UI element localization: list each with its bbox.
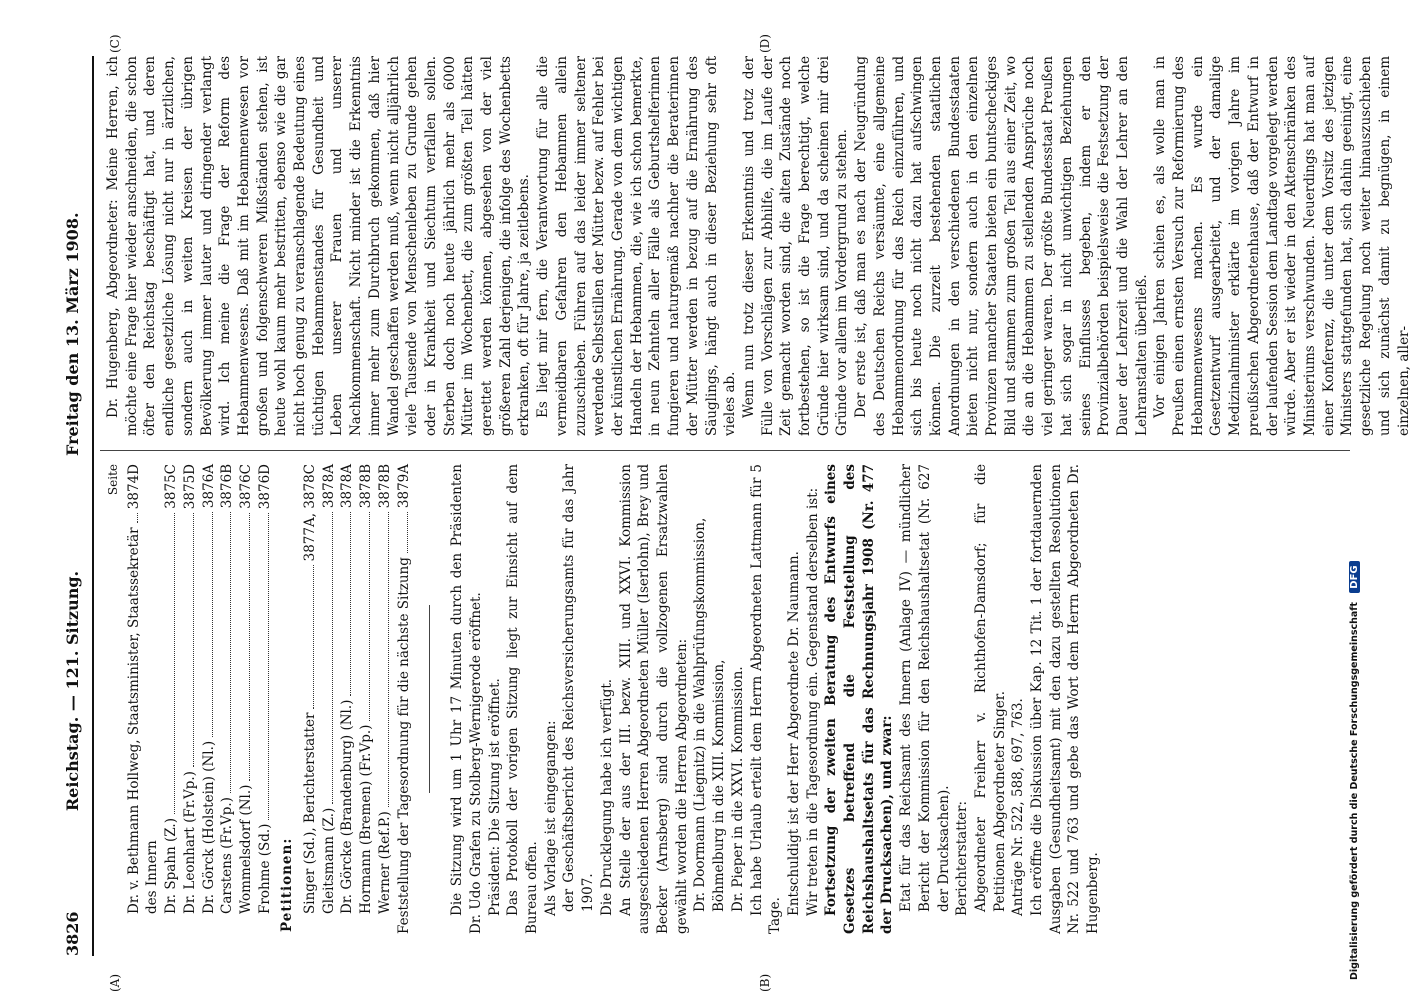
paragraph: Wenn nun trotz dieser Erkenntnis und trotz der Fülle von Vorschlägen zur Abhilfe, die im Laufe der Zeit gemacht worden sind, die alten Zustände noch fortbestehen, so ist die Frage berechtigt, welche Gründe hier wirksam sind, und da scheinen mir drei Gründe vor allem im Vordergrund zu stehen. bbox=[740, 56, 851, 436]
paragraph: Wir treten in die Tagesordnung ein. Gegenstand derselben ist: bbox=[804, 487, 821, 916]
column-divider bbox=[100, 450, 1350, 451]
marker-c: (C) bbox=[108, 34, 122, 53]
paragraph: Es liegt mir fern, die Verantwortung für alle die vermeidbaren Gefahren den Hebammen allein zuzuschieben. Führen auf das leider immer seltener werdende Selbststillen der Mütter bezw. auf Fehler bei der künstlichen Ernährung. Gerade von dem wichtigen Handeln der Hebammen, die, wie ich schon bemerkte, in neun Zehnteln aller Fälle als Geburtshelferinnen fungieren und naturgemäß nachher die Beraterinnen der Mütter werden in bezug auf die Ernährung des Säuglings, hängt auch in dieser Beziehung sehr oft vieles ab. bbox=[535, 56, 739, 436]
rotated-sheet bbox=[56, 34, 1412, 992]
page-number: 3826 bbox=[63, 911, 82, 956]
header-left-title: Reichstag. — 121. Sitzung. bbox=[63, 570, 82, 812]
header-right-title: Freitag den 13. März 1908. bbox=[63, 212, 82, 456]
paragraph: Dr. Hugenberg, Abgeordneter: Meine Herren, ich möchte eine Frage hier wieder anschneiden, die schon öfter den Reichstag beschäftigt hat, und deren endliche gesetzliche Lösung nicht nur in ärztlichen, sondern auch in weiten Kreisen der übrigen Bevölkerung immer lauter und dringender verlangt wird. Ich meine die Frage der Reform des Hebammenwesens. Daß mit im Hebammenwesen vor großen und folgenschweren Mißständen stehen, ist heute wohl kaum mehr bestritten, ebenso wie die gar nicht hoch genug zu veranschlagende Bedeutung eines tüchtigen Hebammenstandes für Gesundheit und Leben unserer Frauen und unserer Nachkommenschaft. Nicht minder ist die Erkenntnis immer mehr zum Durchbruch gekommen, daß hier Wandel geschaffen werden muß, wenn nicht alljährlich viele Tausende von Menschenleben zu Grunde gehen oder in Krankheit und Siechtum verfallen sollen. Sterben doch noch heute jährlich mehr als 6000 Mütter im Wochenbett, die zum größten Teil hätten gerettet werden können, abgesehen von der viel größeren Zahl derjenigen, die infolge des Wochenbetts erkranken, oft für Jahre, ja zeitlebens. bbox=[105, 56, 533, 436]
toc-row-final: Feststellung der Tagesordnung für die nächste Sitzung 3879A bbox=[395, 464, 412, 934]
paragraph: Ich eröffne die Diskussion über Kap. 12 Tit. 1 der fortdauernden Ausgaben (Gesundheitsamt) mit den dazu gestellten Resolutionen Nr. 522 und 763 und gebe das Wort dem Herrn Abgeordneten Dr. Hugenberg. bbox=[1029, 464, 1102, 934]
paragraph: Der erste ist, daß man es nach der Neugründung des Deutschen Reichs versäumte, eine allgemeine Hebammenordnung für das Reich einzuführen, und sich bis heute noch nicht dazu hat aufschwingen können. Die zurzeit bestehenden staatlichen Anordnungen in den verschiedenen Bundesstaaten bieten nicht nur, sondern auch in den einzelnen Provinzen mancher Staaten bieten ein buntscheckiges Bild und stammen zum großen Teil aus einer Zeit, wo die an die Hebammen zu stellenden Ansprüche noch viel geringer waren. Der größte Bundesstaat Preußen hat sich sogar in nicht unwichtigen Beziehungen seines Einflusses begeben, indem er den Provinzialbehörden beispielsweise die Festsetzung der Dauer der Lehrzeit und die Wahl der Lehrer an den Lehranstalten überließ. bbox=[853, 56, 1150, 436]
paragraph: Etat für das Reichsamt des Innern (Anlage IV) — mündlicher Bericht der Kommission für den Reichshaushaltsetat (Nr. 627 der Drucksachen). bbox=[898, 464, 952, 912]
page-header bbox=[56, 56, 94, 956]
paragraph: Anträge Nr. 522, 588, 697, 763. bbox=[1010, 698, 1027, 916]
toc-petitions bbox=[301, 464, 395, 934]
toc-row: Hormann (Bremen) (Fr.Vp.) 3878B bbox=[358, 464, 375, 914]
paragraph: Ich habe Urlaub erteilt dem Herrn Abgeordneten Lattmann für 5 Tage. bbox=[748, 464, 784, 934]
paragraph: Das Protokoll der vorigen Sitzung liegt zur Einsicht auf dem Bureau offen. bbox=[505, 464, 541, 934]
paragraph: Fortsetzung der zweiten Beratung des Entwurfs eines Gesetzes betreffend die Feststellung des Reichshaushaltsetats für das Rechnungsjahr 1908 (Nr. 477 der Drucksachen), und zwar: bbox=[823, 464, 896, 934]
marker-b: (B) bbox=[758, 973, 772, 992]
paragraph: Als Vorlage ist eingegangen: bbox=[542, 720, 559, 916]
seite-label: Seite bbox=[106, 464, 120, 496]
paragraph: Vor einigen Jahren schien es, als wolle man in Preußen einen ernsten Versuch zur Reformierung des Hebammenwesens machen. Es wurde ein Gesetzentwurf ausgearbeitet, und der damalige Medizinalminister erklärte im vorigen Jahre im preußischen Abgeordnetenhause, daß der Entwurf in der laufenden Session dem Landtage vorgelegt werden würde. Aber er ist wieder in den Aktenschränken des Ministeriums verschwunden. Neuerdings hat man auf einer Konferenz, die unter dem Vorsitz des jetzigen Ministers stattgefunden hat, sich dahin geeinigt, eine gesetzliche Regelung noch weiter hinauszuschieben und sich zunächst damit zu begnügen, in einem einzelnen, aller- bbox=[1152, 56, 1412, 436]
toc-row: Dr. v. Bethmann Hollweg, Staatsminister, Staatssekretär des Innern 3874D bbox=[125, 464, 161, 914]
paragraph: Böhmelburg in die XIII. Kommission, bbox=[711, 659, 728, 912]
marker-a: (A) bbox=[108, 973, 122, 992]
dfg-logo-icon: DFG bbox=[1349, 561, 1360, 592]
left-column bbox=[104, 464, 1103, 934]
toc-row: Gleitsmann (Z.) 3878A bbox=[320, 464, 337, 914]
petitions-heading: Petitionen: bbox=[279, 837, 296, 932]
paragraph: Die Drucklegung habe ich verfügt. bbox=[598, 678, 615, 916]
toc-row: Frohme (Sd.) 3876D bbox=[256, 464, 273, 914]
paragraph: Abgeordneter Freiherr v. Richthofen-Damsdorf; für die Petitionen Abgeordneter Singer. bbox=[972, 464, 1008, 912]
toc-row: Singer (Sd.), Berichterstatter 3877A, 3878C bbox=[302, 464, 319, 914]
paragraph: Dr. Doormann (Liegnitz) in die Wahlprüfungskommission, bbox=[692, 517, 709, 912]
toc-row: Dr. Leonhart (Fr.Vp.) 3875D bbox=[181, 464, 198, 914]
right-column bbox=[104, 56, 1413, 436]
paragraph: Dr. Pieper in die XXVI. Kommission. bbox=[729, 666, 746, 912]
paragraph: An Stelle der aus der III. bezw. XIII. und XXVI. Kommission ausgeschiedenen Herren Abgeordneten Müller (Iserlohn), Brey und Becker (Arnsberg) sind durch die vollzogenen Ersatzwahlen gewählt worden die Herren Abgeordneten: bbox=[617, 464, 690, 934]
toc-row: Dr. Görck (Holstein) (Nl.) 3876A bbox=[200, 464, 217, 914]
digitization-credit bbox=[1349, 561, 1360, 980]
marker-d: (D) bbox=[758, 34, 772, 53]
toc-row: Dr. Spahn (Z.) 3875C bbox=[163, 464, 180, 914]
toc-row: Werner (Ref.P.) 3878B bbox=[376, 464, 393, 914]
section-separator bbox=[429, 605, 430, 793]
paragraph: der Geschäftsbericht des Reichsversicherungsamts für das Jahr 1907. bbox=[561, 464, 597, 912]
paragraph: Entschuldigt ist der Herr Abgeordnete Dr. Naumann. bbox=[785, 551, 802, 916]
toc-row: Carstens (Fr.Vp.) 3876B bbox=[219, 464, 236, 914]
paragraph: Präsident: Die Sitzung ist eröffnet. bbox=[486, 678, 503, 916]
toc-speakers bbox=[125, 464, 275, 934]
credit-text: Digitalisierung gefördert durch die Deutsche Forschungsgemeinschaft bbox=[1349, 602, 1360, 980]
paragraph: Die Sitzung wird um 1 Uhr 17 Minuten durch den Präsidenten Dr. Udo Grafen zu Stolberg-Wernigerode eröffnet. bbox=[449, 464, 484, 934]
toc-row: Dr. Görcke (Brandenburg) (Nl.) 3878A bbox=[339, 464, 356, 914]
paragraph: Berichterstatter: bbox=[954, 800, 971, 916]
toc-row: Wommelsdorf (Nl.) 3876C bbox=[237, 464, 254, 914]
left-body-text bbox=[448, 464, 1103, 934]
